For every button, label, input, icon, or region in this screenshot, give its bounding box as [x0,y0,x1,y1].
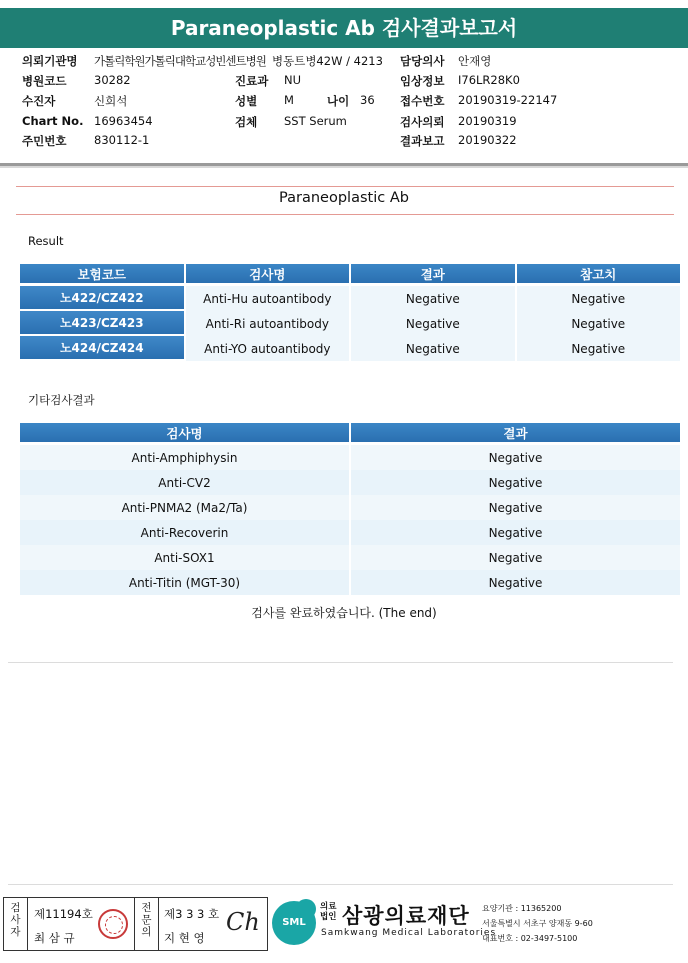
value-specimen: SST Serum [284,114,347,128]
other-table-header [20,423,680,445]
label-hospital-code: 병원코드 [22,74,67,88]
test-name: Anti-Titin (MGT-30) [20,570,349,595]
org-code: 요양기관 : 11365200 [482,904,562,913]
tester-seal-icon [98,909,128,939]
org-type: 의료 법인 [320,902,337,922]
specialist-signature: Ch [226,908,260,936]
report-subtitle: Paraneoplastic Ab [279,190,409,206]
value-doctor: 안재영 [458,54,492,68]
result-section-label: Result [28,234,64,248]
value-ward: 병동트병42W / 4213 [272,54,383,68]
report-title: Paraneoplastic Ab 검사결과보고서 [0,8,688,48]
tester-name: 최 삼 규 [34,931,75,945]
col-test-name: 검사명 [20,423,349,445]
value-age: 36 [360,93,375,107]
test-result: Negative [351,336,514,361]
label-age: 나이 [327,94,350,108]
test-result: Negative [351,445,680,470]
col-result: 결과 [351,264,514,286]
test-result: Negative [351,495,680,520]
test-result: Negative [351,570,680,595]
footer-divider [8,884,673,885]
label-chart-no: Chart No. [22,114,84,128]
test-result: Negative [351,470,680,495]
test-result: Negative [351,286,514,311]
table-row [20,336,680,361]
value-sex: M [284,93,294,107]
reference-value: Negative [517,286,680,311]
test-name: Anti-Amphiphysin [20,445,349,470]
insurance-code: 노422/CZ422 [20,286,184,311]
page-divider [8,662,673,663]
specialist-label-text: 전문의 [141,902,152,938]
table-row [20,520,680,545]
result-table-header [20,264,680,286]
table-row [20,286,680,311]
label-institution: 의뢰기관명 [22,54,78,68]
signature-box [3,897,268,951]
org-name: 삼광의료재단 [342,904,470,928]
label-resident-no: 주민번호 [22,134,67,148]
org-name-english: Samkwang Medical Laboratories [321,928,497,938]
value-hospital-code: 30282 [94,73,131,87]
table-row [20,470,680,495]
test-name: Anti-Ri autoantibody [186,311,350,336]
test-name: Anti-CV2 [20,470,349,495]
label-doctor: 담당의사 [400,54,445,68]
insurance-code: 노423/CZ423 [20,311,184,336]
col-test-name: 검사명 [186,264,350,286]
value-institution: 가톨릭학원가톨릭대학교성빈센트병원 [94,54,266,68]
tester-license-no: 제11194호 [34,907,93,921]
test-name: Anti-YO autoantibody [186,336,350,361]
col-reference: 참고치 [517,264,680,286]
header-divider-shadow [0,166,688,168]
specialist-label [135,898,159,950]
test-name: Anti-Hu autoantibody [186,286,350,311]
test-name: Anti-SOX1 [20,545,349,570]
end-message: 검사를 완료하였습니다. (The end) [251,606,437,620]
other-section-label: 기타검사결과 [28,393,95,407]
col-result: 결과 [351,423,680,445]
org-address: 서울특별시 서초구 양재동 9-60 [482,919,593,928]
org-phone: 대표번호 : 02-3497-5100 [482,934,578,943]
table-row [20,495,680,520]
table-row [20,570,680,595]
value-receipt-no: 20190319-22147 [458,93,558,107]
other-results-table [18,423,682,595]
result-table [18,264,682,361]
value-patient: 신희석 [94,94,128,108]
value-chart-no: 16963454 [94,114,153,128]
insurance-code: 노424/CZ424 [20,336,184,361]
subtitle-rule-top [16,186,674,187]
value-resident-no: 830112-1 [94,133,150,147]
reference-value: Negative [517,311,680,336]
table-row [20,445,680,470]
label-sex: 성별 [235,94,258,108]
label-clinical-info: 임상정보 [400,74,445,88]
test-name: Anti-PNMA2 (Ma2/Ta) [20,495,349,520]
table-row [20,311,680,336]
label-patient: 수진자 [22,94,56,108]
label-specimen: 검체 [235,115,258,129]
label-receipt-no: 접수번호 [400,94,445,108]
label-report-date: 결과보고 [400,134,445,148]
test-result: Negative [351,311,514,336]
sml-logo-icon: SML [272,901,316,945]
col-insurance-code: 보험코드 [20,264,184,286]
reference-value: Negative [517,336,680,361]
tester-label [4,898,28,950]
subtitle-rule-bottom [16,214,674,215]
tester-label-text: 검사자 [10,902,21,938]
value-department: NU [284,73,302,87]
label-department: 진료과 [235,74,269,88]
test-name: Anti-Recoverin [20,520,349,545]
test-result: Negative [351,520,680,545]
table-row [20,545,680,570]
specialist-name: 지 현 영 [164,931,205,945]
label-request-date: 검사의뢰 [400,115,445,129]
specialist-license-no: 제3 3 3 호 [164,907,220,921]
value-clinical-info: I76LR28K0 [458,73,520,87]
value-report-date: 20190322 [458,133,517,147]
test-result: Negative [351,545,680,570]
value-request-date: 20190319 [458,114,517,128]
